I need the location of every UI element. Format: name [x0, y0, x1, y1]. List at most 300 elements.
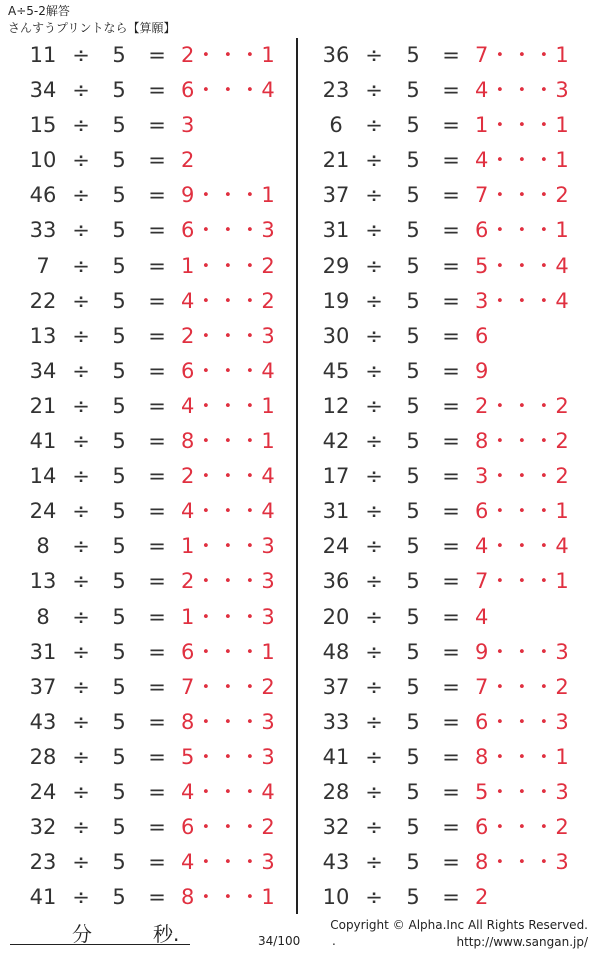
problem-row: [298, 494, 594, 529]
dividend: 46: [29, 183, 57, 208]
divide-sign: ÷: [72, 744, 90, 769]
problem-row: [298, 319, 594, 354]
divisor: 5: [406, 674, 420, 699]
dividend: 6: [329, 113, 343, 138]
problem-row: [298, 284, 594, 319]
dividend: 15: [29, 113, 57, 138]
problem-row: [0, 529, 296, 564]
problem-row: [298, 564, 594, 599]
divide-sign: ÷: [365, 183, 383, 208]
dividend: 37: [29, 674, 57, 699]
problem-row: [298, 178, 594, 213]
answer: 4: [475, 604, 490, 629]
equals-sign: =: [442, 779, 460, 804]
divisor: 5: [112, 323, 126, 348]
divide-sign: ÷: [72, 709, 90, 734]
equals-sign: =: [442, 534, 460, 559]
divisor: 5: [112, 815, 126, 840]
divisor: 5: [406, 393, 420, 418]
equals-sign: =: [442, 183, 460, 208]
dividend: 21: [29, 393, 57, 418]
answer: 5・・・3: [475, 779, 570, 804]
answer: 6・・・4: [181, 358, 276, 383]
answer: 2・・・3: [181, 569, 276, 594]
divide-sign: ÷: [365, 569, 383, 594]
problem-row: [0, 354, 296, 389]
equals-sign: =: [148, 288, 166, 313]
equals-sign: =: [148, 218, 166, 243]
answer: 7・・・2: [181, 674, 276, 699]
divide-sign: ÷: [365, 78, 383, 103]
dividend: 33: [322, 709, 350, 734]
problem-row: [298, 38, 594, 73]
dividend: 32: [29, 815, 57, 840]
problem-row: [0, 459, 296, 494]
divide-sign: ÷: [72, 288, 90, 313]
dividend: 23: [29, 850, 57, 875]
divide-sign: ÷: [365, 744, 383, 769]
answer: 4・・・2: [181, 288, 276, 313]
problem-row: [0, 178, 296, 213]
problem-row: [0, 845, 296, 880]
problem-row: [0, 424, 296, 459]
page-number: 34/100: [258, 934, 301, 948]
problem-row: [298, 529, 594, 564]
answer: 2・・・3: [181, 323, 276, 348]
equals-sign: =: [442, 288, 460, 313]
divide-sign: ÷: [365, 850, 383, 875]
divisor: 5: [112, 779, 126, 804]
problem-column-right: [298, 38, 594, 915]
problem-row: [298, 740, 594, 775]
divide-sign: ÷: [365, 429, 383, 454]
problem-row: [0, 775, 296, 810]
answer: 4・・・4: [181, 499, 276, 524]
problem-row: [298, 354, 594, 389]
equals-sign: =: [442, 148, 460, 173]
equals-sign: =: [442, 113, 460, 138]
divide-sign: ÷: [365, 674, 383, 699]
divisor: 5: [406, 323, 420, 348]
dividend: 41: [322, 744, 350, 769]
answer: 8・・・2: [475, 429, 570, 454]
divide-sign: ÷: [72, 534, 90, 559]
divide-sign: ÷: [365, 358, 383, 383]
equals-sign: =: [148, 148, 166, 173]
divisor: 5: [406, 604, 420, 629]
dividend: 21: [322, 148, 350, 173]
dividend: 45: [322, 358, 350, 383]
divisor: 5: [112, 464, 126, 489]
dividend: 23: [322, 78, 350, 103]
divide-sign: ÷: [365, 709, 383, 734]
divide-sign: ÷: [72, 604, 90, 629]
site-url: http://www.sangan.jp/: [456, 935, 588, 949]
divisor: 5: [406, 639, 420, 664]
equals-sign: =: [442, 393, 460, 418]
divisor: 5: [112, 604, 126, 629]
dividend: 36: [322, 569, 350, 594]
divide-sign: ÷: [72, 253, 90, 278]
dividend: 11: [29, 43, 57, 67]
dividend: 34: [29, 78, 57, 103]
divide-sign: ÷: [72, 429, 90, 454]
equals-sign: =: [148, 850, 166, 875]
dividend: 31: [322, 499, 350, 524]
equals-sign: =: [148, 183, 166, 208]
answer: 6・・・4: [181, 78, 276, 103]
problem-row: [0, 389, 296, 424]
divisor: 5: [112, 218, 126, 243]
divisor: 5: [406, 815, 420, 840]
dividend: 8: [36, 534, 50, 559]
answer: 7・・・2: [475, 674, 570, 699]
problem-row: [0, 249, 296, 284]
problem-row: [0, 213, 296, 248]
problem-row: [298, 705, 594, 740]
divisor: 5: [406, 113, 420, 138]
divide-sign: ÷: [365, 499, 383, 524]
answer: 8・・・1: [181, 429, 276, 454]
divide-sign: ÷: [72, 674, 90, 699]
divide-sign: ÷: [72, 113, 90, 138]
divide-sign: ÷: [365, 534, 383, 559]
divisor: 5: [112, 288, 126, 313]
answer: 4・・・1: [475, 148, 570, 173]
dividend: 28: [322, 779, 350, 804]
problem-row: [0, 284, 296, 319]
divisor: 5: [406, 288, 420, 313]
divide-sign: ÷: [365, 218, 383, 243]
divide-sign: ÷: [365, 464, 383, 489]
dividend: 24: [29, 499, 57, 524]
problem-row: [298, 600, 594, 635]
answer: 1・・・3: [181, 604, 276, 629]
problem-row: [0, 319, 296, 354]
divisor: 5: [112, 78, 126, 103]
dividend: 36: [322, 43, 350, 67]
answer: 6・・・2: [475, 815, 570, 840]
equals-sign: =: [148, 744, 166, 769]
divisor: 5: [112, 499, 126, 524]
divide-sign: ÷: [72, 850, 90, 875]
divisor: 5: [112, 569, 126, 594]
equals-sign: =: [148, 499, 166, 524]
divide-sign: ÷: [72, 464, 90, 489]
equals-sign: =: [442, 429, 460, 454]
dividend: 42: [322, 429, 350, 454]
answer: 3: [181, 113, 196, 138]
equals-sign: =: [442, 569, 460, 594]
answer: 7・・・1: [475, 569, 570, 594]
divide-sign: ÷: [72, 218, 90, 243]
answer: 8・・・1: [181, 885, 276, 910]
equals-sign: =: [148, 674, 166, 699]
answer: 7・・・2: [475, 183, 570, 208]
divide-sign: ÷: [72, 323, 90, 348]
equals-sign: =: [442, 639, 460, 664]
divide-sign: ÷: [72, 639, 90, 664]
divisor: 5: [406, 779, 420, 804]
dividend: 30: [322, 323, 350, 348]
answer: 1・・・2: [181, 253, 276, 278]
equals-sign: =: [148, 639, 166, 664]
dividend: 37: [322, 183, 350, 208]
problem-row: [0, 635, 296, 670]
equals-sign: =: [148, 569, 166, 594]
problem-row: [298, 845, 594, 880]
answer: 4・・・3: [475, 78, 570, 103]
answer: 2・・・2: [475, 393, 570, 418]
divide-sign: ÷: [365, 43, 383, 67]
dividend: 17: [322, 464, 350, 489]
divisor: 5: [406, 885, 420, 910]
dividend: 10: [29, 148, 57, 173]
dividend: 24: [29, 779, 57, 804]
answer: 4・・・1: [181, 393, 276, 418]
equals-sign: =: [148, 43, 166, 67]
answer: 2・・・4: [181, 464, 276, 489]
divide-sign: ÷: [72, 358, 90, 383]
worksheet-subtitle: さんすうプリントなら【算願】: [8, 21, 176, 35]
answer: 7・・・1: [475, 43, 570, 67]
answer: 9・・・3: [475, 639, 570, 664]
answer: 3・・・4: [475, 288, 570, 313]
divisor: 5: [112, 429, 126, 454]
equals-sign: =: [442, 815, 460, 840]
problem-row: [0, 880, 296, 915]
divisor: 5: [112, 148, 126, 173]
divide-sign: ÷: [72, 885, 90, 910]
divide-sign: ÷: [72, 393, 90, 418]
problem-row: [0, 108, 296, 143]
equals-sign: =: [442, 323, 460, 348]
divide-sign: ÷: [365, 253, 383, 278]
problem-row: [298, 143, 594, 178]
dividend: 8: [36, 604, 50, 629]
worksheet-title: A÷5-2解答: [8, 4, 70, 18]
divisor: 5: [406, 534, 420, 559]
dividend: 20: [322, 604, 350, 629]
divisor: 5: [112, 674, 126, 699]
divisor: 5: [406, 464, 420, 489]
equals-sign: =: [442, 464, 460, 489]
divide-sign: ÷: [365, 393, 383, 418]
dividend: 13: [29, 569, 57, 594]
answer: 8・・・3: [181, 709, 276, 734]
equals-sign: =: [442, 604, 460, 629]
equals-sign: =: [148, 358, 166, 383]
equals-sign: =: [148, 604, 166, 629]
equals-sign: =: [442, 499, 460, 524]
answer: 2: [181, 148, 196, 173]
divide-sign: ÷: [72, 815, 90, 840]
problem-row: [298, 635, 594, 670]
answer: 6・・・1: [475, 218, 570, 243]
answer: 4・・・3: [181, 850, 276, 875]
divide-sign: ÷: [365, 779, 383, 804]
answer: 2: [475, 885, 490, 910]
problem-row: [298, 880, 594, 915]
equals-sign: =: [148, 815, 166, 840]
dividend: 41: [29, 429, 57, 454]
divisor: 5: [112, 113, 126, 138]
problem-row: [298, 249, 594, 284]
divisor: 5: [112, 639, 126, 664]
dividend: 24: [322, 534, 350, 559]
divide-sign: ÷: [72, 148, 90, 173]
equals-sign: =: [148, 393, 166, 418]
answer: 5・・・3: [181, 744, 276, 769]
answer: 6: [475, 323, 490, 348]
problem-row: [0, 810, 296, 845]
divisor: 5: [406, 148, 420, 173]
answer: 9・・・1: [181, 183, 276, 208]
divide-sign: ÷: [72, 183, 90, 208]
problem-row: [298, 775, 594, 810]
problem-row: [298, 670, 594, 705]
equals-sign: =: [442, 885, 460, 910]
divisor: 5: [406, 499, 420, 524]
problem-row: [298, 389, 594, 424]
problem-column-left: [0, 38, 296, 915]
problem-row: [0, 73, 296, 108]
dividend: 12: [322, 393, 350, 418]
minutes-label: 分: [72, 922, 92, 946]
dividend: 31: [29, 639, 57, 664]
answer: 6・・・2: [181, 815, 276, 840]
equals-sign: =: [148, 429, 166, 454]
divisor: 5: [112, 534, 126, 559]
problem-row: [0, 740, 296, 775]
dividend: 32: [322, 815, 350, 840]
dividend: 37: [322, 674, 350, 699]
problem-row: [298, 459, 594, 494]
dividend: 48: [322, 639, 350, 664]
problem-row: [298, 213, 594, 248]
divide-sign: ÷: [365, 639, 383, 664]
divisor: 5: [406, 43, 420, 67]
equals-sign: =: [148, 709, 166, 734]
problem-row: [298, 73, 594, 108]
divisor: 5: [112, 183, 126, 208]
dividend: 34: [29, 358, 57, 383]
equals-sign: =: [148, 534, 166, 559]
answer: 2・・・1: [181, 43, 276, 67]
divisor: 5: [112, 885, 126, 910]
divide-sign: ÷: [72, 779, 90, 804]
divisor: 5: [406, 850, 420, 875]
equals-sign: =: [442, 43, 460, 67]
dividend: 19: [322, 288, 350, 313]
answer: 1・・・1: [475, 113, 570, 138]
answer: 4・・・4: [475, 534, 570, 559]
equals-sign: =: [148, 253, 166, 278]
dividend: 31: [322, 218, 350, 243]
equals-sign: =: [148, 78, 166, 103]
answer: 1・・・3: [181, 534, 276, 559]
divisor: 5: [406, 358, 420, 383]
problem-row: [0, 494, 296, 529]
divisor: 5: [112, 709, 126, 734]
divisor: 5: [406, 78, 420, 103]
dividend: 22: [29, 288, 57, 313]
seconds-label: 秒.: [153, 922, 180, 946]
equals-sign: =: [148, 779, 166, 804]
problem-row: [298, 810, 594, 845]
dividend: 7: [36, 253, 50, 278]
equals-sign: =: [148, 323, 166, 348]
equals-sign: =: [442, 709, 460, 734]
dividend: 29: [322, 253, 350, 278]
divide-sign: ÷: [72, 569, 90, 594]
dividend: 10: [322, 885, 350, 910]
divisor: 5: [406, 709, 420, 734]
answer: 6・・・1: [181, 639, 276, 664]
equals-sign: =: [442, 850, 460, 875]
divide-sign: ÷: [72, 43, 90, 67]
answer: 6・・・1: [475, 499, 570, 524]
problem-row: [0, 143, 296, 178]
problem-row: [0, 38, 296, 73]
equals-sign: =: [442, 358, 460, 383]
divide-sign: ÷: [365, 815, 383, 840]
equals-sign: =: [148, 464, 166, 489]
divisor: 5: [406, 218, 420, 243]
dividend: 43: [322, 850, 350, 875]
divide-sign: ÷: [365, 323, 383, 348]
answer: 9: [475, 358, 490, 383]
divide-sign: ÷: [365, 113, 383, 138]
dividend: 13: [29, 323, 57, 348]
divide-sign: ÷: [72, 78, 90, 103]
answer: 6・・・3: [181, 218, 276, 243]
equals-sign: =: [442, 218, 460, 243]
problem-row: [0, 600, 296, 635]
equals-sign: =: [148, 113, 166, 138]
divisor: 5: [406, 429, 420, 454]
divisor: 5: [406, 183, 420, 208]
divisor: 5: [406, 569, 420, 594]
answer: 8・・・3: [475, 850, 570, 875]
divisor: 5: [406, 253, 420, 278]
problem-row: [0, 670, 296, 705]
problem-row: [0, 705, 296, 740]
answer: 5・・・4: [475, 253, 570, 278]
divisor: 5: [112, 393, 126, 418]
divisor: 5: [112, 43, 126, 67]
equals-sign: =: [442, 78, 460, 103]
divide-sign: ÷: [365, 885, 383, 910]
dividend: 33: [29, 218, 57, 243]
divisor: 5: [112, 358, 126, 383]
answer: 6・・・3: [475, 709, 570, 734]
divide-sign: ÷: [365, 148, 383, 173]
equals-sign: =: [442, 674, 460, 699]
problem-row: [298, 424, 594, 459]
dividend: 41: [29, 885, 57, 910]
dividend: 43: [29, 709, 57, 734]
equals-sign: =: [442, 744, 460, 769]
problem-row: [298, 108, 594, 143]
answer: 3・・・2: [475, 464, 570, 489]
divide-sign: ÷: [72, 499, 90, 524]
dividend: 14: [29, 464, 57, 489]
footer-dot: .: [332, 934, 336, 948]
divisor: 5: [112, 744, 126, 769]
divide-sign: ÷: [365, 288, 383, 313]
equals-sign: =: [148, 885, 166, 910]
